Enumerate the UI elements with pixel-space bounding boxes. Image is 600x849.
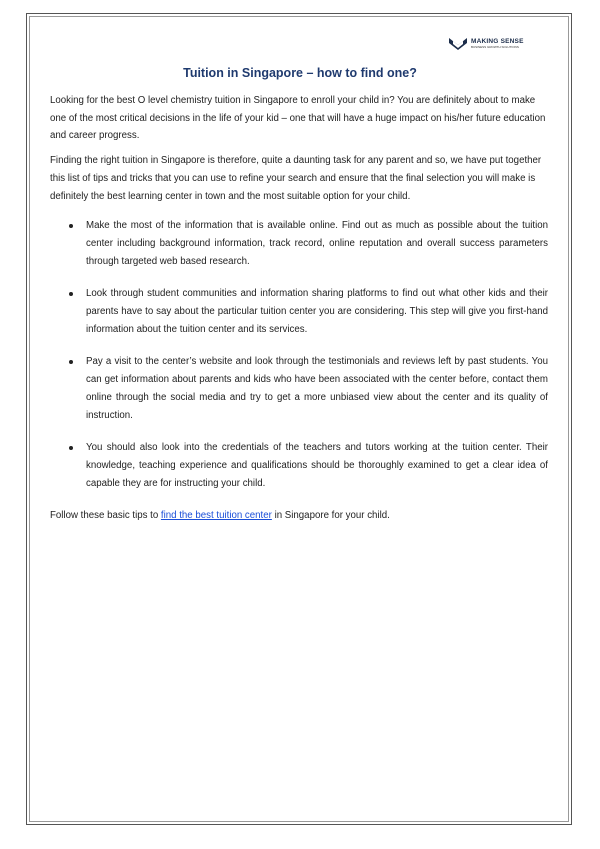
list-item xyxy=(50,439,548,492)
company-logo xyxy=(448,35,524,53)
list-item-text: You should also look into the credentials of the teachers and tutors working at the tuition center. Their knowledge, teaching experience and qualifications should be thoroughly examined to get a clear idea of capable they are for instructing your child. xyxy=(86,442,548,489)
bullet-icon xyxy=(69,446,73,450)
logo-tagline: BUSINESS GROWTH SOLUTIONS xyxy=(471,45,519,50)
document-title: Tuition in Singapore – how to find one? xyxy=(183,66,417,80)
bullet-icon xyxy=(69,224,73,228)
tuition-center-link[interactable]: find the best tuition center xyxy=(160,510,272,522)
list-item-text: Pay a visit to the center’s website and look through the testimonials and reviews left by past students. You can get information about parents and kids who have been associated with the center before, contact them online through the social media and try to get a more unbiased view about the center and its quality of instruction. xyxy=(86,356,548,421)
closing-paragraph xyxy=(50,507,548,525)
context-paragraph: Finding the right tuition in Singapore is therefore, quite a daunting task for any parent and so, we have put together this list of tips and tricks that you can use to refine your search and ensure that the final selection you will make is definitely the best learning center in town and the most suitable option for your child. xyxy=(50,155,542,202)
intro-paragraph: Looking for the best O level chemistry tuition in Singapore to enroll your child in? You are definitely about to make one of the most critical decisions in the life of your kid – one that will have a huge impact on his/her future education and career progress. xyxy=(50,95,546,142)
list-item xyxy=(50,285,548,338)
tips-list xyxy=(50,217,548,492)
closing-text-before: Follow these basic tips to xyxy=(50,510,161,522)
bullet-icon xyxy=(69,360,73,364)
document-body xyxy=(50,92,548,532)
list-item xyxy=(50,353,548,424)
m-chevron-logo-icon xyxy=(448,36,468,52)
logo-name: MAKING SENSE xyxy=(471,37,524,45)
bullet-icon xyxy=(69,292,73,296)
closing-text-after: in Singapore for your child. xyxy=(271,510,390,522)
list-item-text: Look through student communities and information sharing platforms to find out what other kids and their parents have to say about the particular tuition center you are considering. This step will give you first-hand information about the tuition center and its services. xyxy=(86,288,548,335)
list-item xyxy=(50,217,548,270)
list-item-text: Make the most of the information that is available online. Find out as much as possible about the tuition center including background information, track record, online reputation and overall success parameters through targeted web based research. xyxy=(86,220,548,267)
